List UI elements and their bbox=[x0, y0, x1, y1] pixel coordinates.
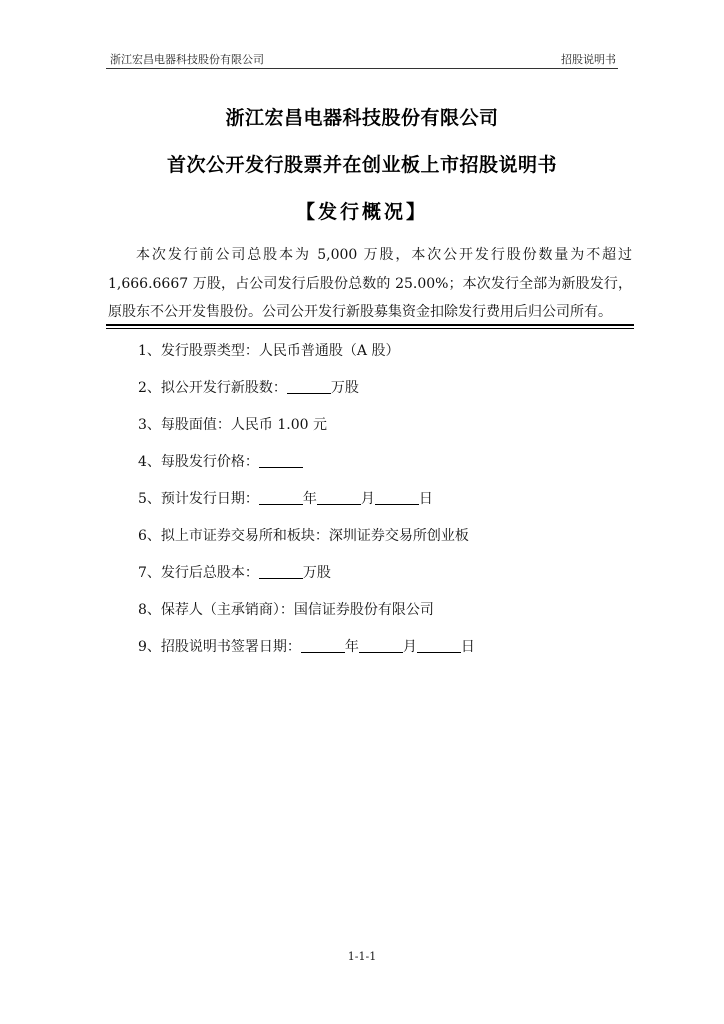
overview-section bbox=[108, 241, 632, 327]
issue-date-month-char: 月 bbox=[360, 491, 375, 507]
list-item-issue-date bbox=[138, 485, 618, 522]
section-divider-thick bbox=[106, 324, 634, 326]
list-item-signing-date bbox=[138, 633, 618, 670]
company-title: 浙江宏昌电器科技股份有限公司 bbox=[225, 107, 499, 129]
signing-date-year-blank bbox=[301, 636, 345, 653]
list-item-issue-price bbox=[138, 448, 618, 485]
section-title: 【发行概况】 bbox=[295, 201, 428, 223]
header-doc-type: 招股说明书 bbox=[561, 53, 616, 66]
signing-date-day-blank bbox=[417, 636, 461, 653]
issue-date-day-blank bbox=[375, 488, 419, 505]
signing-date-month-char: 月 bbox=[402, 639, 417, 655]
sponsor-text: 8、保荐人（主承销商）：国信证券股份有限公司 bbox=[138, 602, 434, 618]
stock-type-text: 1、发行股票类型：人民币普通股（A 股） bbox=[138, 343, 400, 359]
header-company: 浙江宏昌电器科技股份有限公司 bbox=[110, 53, 264, 66]
list-item-exchange bbox=[138, 522, 618, 559]
list-item-par-value bbox=[138, 411, 618, 448]
issue-date-year-blank bbox=[259, 488, 303, 505]
issue-date-month-blank bbox=[317, 488, 361, 505]
exchange-text: 6、拟上市证券交易所和板块：深圳证券交易所创业板 bbox=[138, 528, 469, 544]
prospectus-title: 首次公开发行股票并在创业板上市招股说明书 bbox=[166, 154, 557, 176]
list-item-stock-type bbox=[138, 337, 618, 374]
list-item-sponsor bbox=[138, 596, 618, 633]
overview-paragraph: 本次发行前公司总股本为 5,000 万股，本次公开发行股份数量为不超过 1,666.6667 万股，占公司发行后股份总数的 25.00%；本次发行全部为新股发行，原股东不公开发售股份。公司公开发行新股募集资金扣除发行费用后归公司所有。 bbox=[108, 247, 632, 320]
signing-date-day-char: 日 bbox=[460, 639, 475, 655]
page-number: 1-1-1 bbox=[347, 950, 377, 963]
par-value-text: 3、每股面值：人民币 1.00 元 bbox=[138, 417, 327, 433]
issue-date-year-char: 年 bbox=[302, 491, 317, 507]
new-shares-blank bbox=[287, 377, 331, 394]
issue-price-blank bbox=[259, 451, 303, 468]
signing-date-year-char: 年 bbox=[344, 639, 359, 655]
issue-date-label: 5、预计发行日期： bbox=[138, 491, 259, 507]
total-shares-label: 7、发行后总股本： bbox=[138, 565, 259, 581]
signing-date-label: 9、招股说明书签署日期： bbox=[138, 639, 301, 655]
new-shares-label: 2、拟公开发行新股数： bbox=[138, 380, 287, 396]
issue-date-day-char: 日 bbox=[418, 491, 433, 507]
signing-date-month-blank bbox=[359, 636, 403, 653]
issue-price-label: 4、每股发行价格： bbox=[138, 454, 259, 470]
total-shares-unit: 万股 bbox=[302, 565, 331, 581]
page-header bbox=[106, 52, 618, 68]
list-item-total-shares bbox=[138, 559, 618, 596]
new-shares-unit: 万股 bbox=[330, 380, 359, 396]
total-shares-blank bbox=[259, 562, 303, 579]
header-divider bbox=[106, 68, 618, 69]
section-divider-thin bbox=[106, 328, 634, 329]
offering-items-list bbox=[138, 337, 618, 670]
list-item-new-shares bbox=[138, 374, 618, 411]
